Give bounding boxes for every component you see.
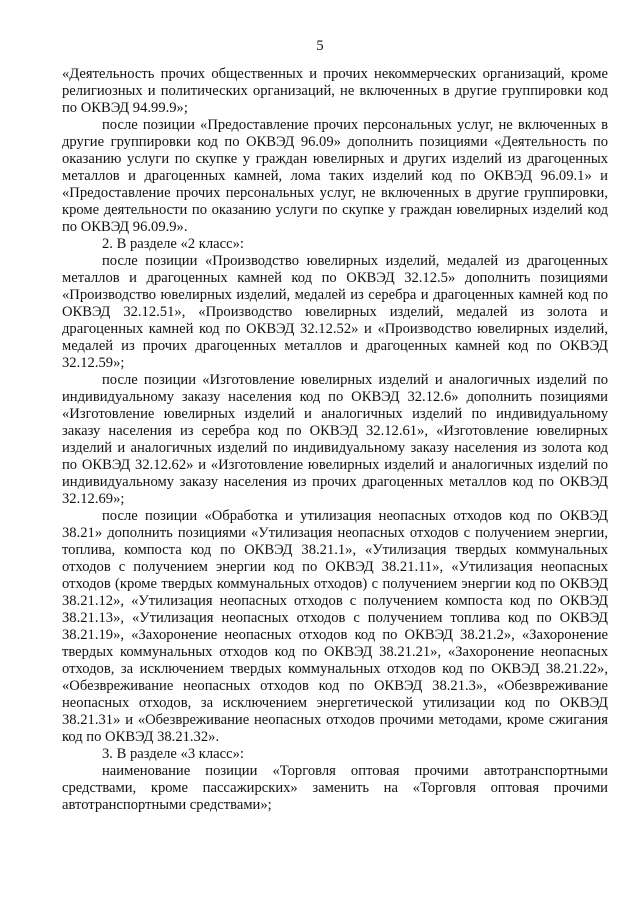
section-heading: 2. В разделе «2 класс»: — [102, 236, 244, 252]
document-body — [62, 66, 608, 814]
paragraph: после позиции «Производство ювелирных изделий, медалей из драгоценных металлов и драгоценных камней код по ОКВЭД 32.12.5» дополнить позициями «Производство ювелирных изделий, медалей из серебра и драгоценных камней код по ОКВЭД 32.12.51», «Производство ювелирных изделий, медалей из золота и драгоценных камней код по ОКВЭД 32.12.52» и «Производство ювелирных изделий, медалей из прочих драгоценных металлов и драгоценных камней код по ОКВЭД 32.12.59»; — [62, 253, 608, 371]
page-number: 5 — [316, 38, 324, 54]
paragraph: наименование позиции «Торговля оптовая прочими автотранспортными средствами, кроме пассажирских» заменить на «Торговля оптовая прочими автотранспортными средствами»; — [62, 763, 608, 813]
paragraph: после позиции «Изготовление ювелирных изделий и аналогичных изделий по индивидуальному заказу населения код по ОКВЭД 32.12.6» дополнить позициями «Изготовление ювелирных изделий и аналогичных изделий по индивидуальному заказу населения из серебра код по ОКВЭД 32.12.61», «Изготовление ювелирных изделий и аналогичных изделий по индивидуальному заказу населения из золота код по ОКВЭД 32.12.62» и «Изготовление ювелирных изделий и аналогичных изделий по индивидуальному заказу населения из прочих драгоценных металлов код по ОКВЭД 32.12.69»; — [62, 372, 608, 507]
paragraph: после позиции «Обработка и утилизация неопасных отходов код по ОКВЭД 38.21» дополнить позициями «Утилизация неопасных отходов с получением энергии, топлива, компоста код по ОКВЭД 38.21.1», «Утилизация твердых коммунальных отходов с получением энергии код по ОКВЭД 38.21.11», «Утилизация неопасных отходов (кроме твердых коммунальных отходов) с получением энергии код по ОКВЭД 38.21.12», «Утилизация неопасных отходов с получением компоста код по ОКВЭД 38.21.13», «Утилизация неопасных отходов с получением топлива код по ОКВЭД 38.21.19», «Захоронение неопасных отходов код по ОКВЭД 38.21.2», «Захоронение твердых коммунальных отходов код по ОКВЭД 38.21.21», «Захоронение неопасных отходов, за исключением твердых коммунальных отходов код по ОКВЭД 38.21.22», «Обезвреживание неопасных отходов код по ОКВЭД 38.21.3», «Обезвреживание неопасных отходов, за исключением энергетической утилизации код по ОКВЭД 38.21.31» и «Обезвреживание неопасных отходов прочими методами, кроме сжигания код по ОКВЭД 38.21.32». — [62, 508, 608, 745]
section-heading: 3. В разделе «3 класс»: — [102, 746, 244, 762]
paragraph: после позиции «Предоставление прочих персональных услуг, не включенных в другие группировки код по ОКВЭД 96.09» дополнить позициями «Деятельность по оказанию услуги по скупке у граждан ювелирных и других изделий из драгоценных металлов и драгоценных камней, лома таких изделий код по ОКВЭД 96.09.1» и «Предоставление прочих персональных услуг, не включенных в другие группировки, кроме деятельности по оказанию услуги по скупке у граждан ювелирных изделий код по ОКВЭД 96.09.9». — [62, 117, 608, 235]
paragraph-continuation: «Деятельность прочих общественных и прочих некоммерческих организаций, кроме религиозных и политических организаций, не включенных в другие группировки код по ОКВЭД 94.99.9»; — [62, 66, 608, 116]
